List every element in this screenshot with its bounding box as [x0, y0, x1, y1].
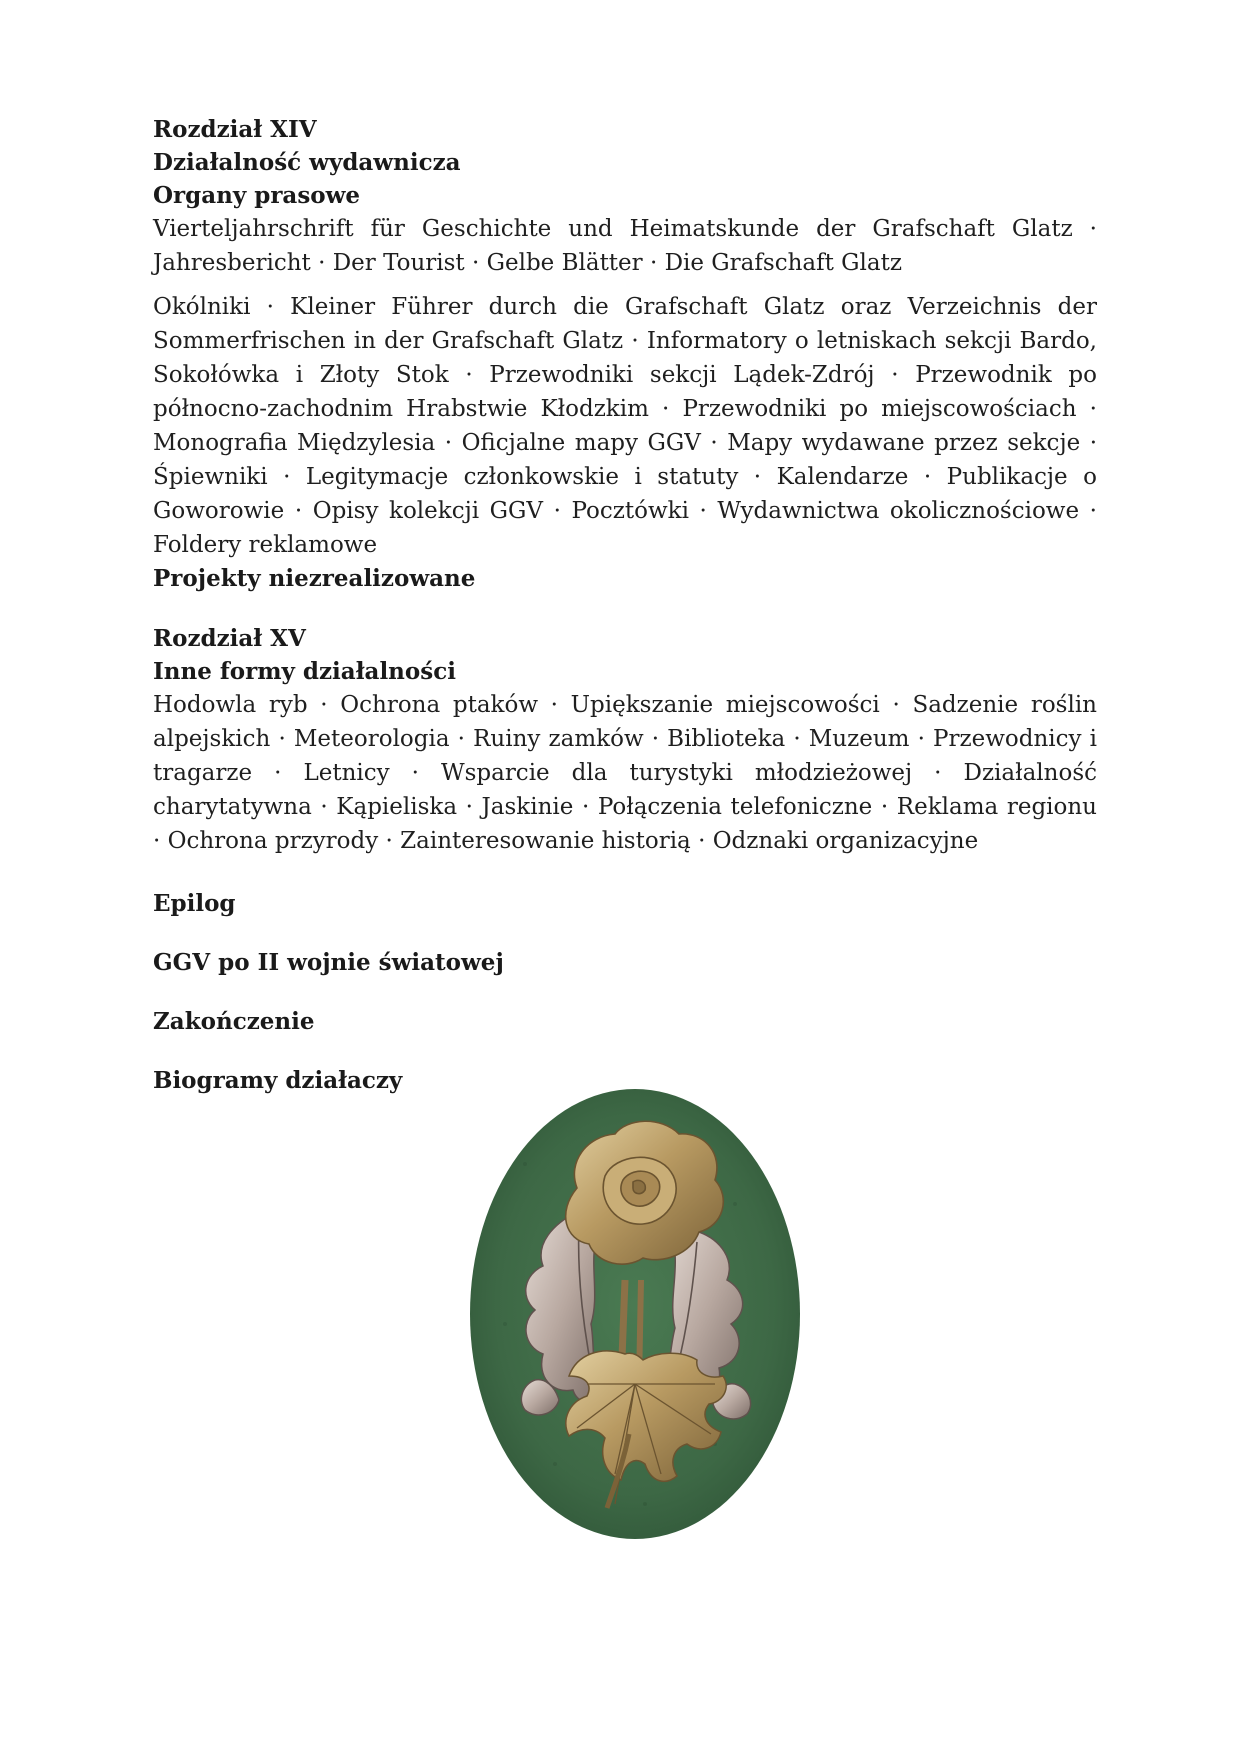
table-of-contents-page — [153, 113, 1097, 1097]
chapter-14-subtitle: Działalność wydawnicza — [153, 149, 461, 176]
rose-oak-leaf-badge-icon — [465, 1084, 805, 1544]
ending-heading: Zakończenie — [153, 1008, 315, 1035]
badge-photo — [465, 1084, 805, 1544]
chapter-14-title: Rozdział XIV — [153, 116, 317, 143]
section-press-organs-heading: Organy prasowe — [153, 182, 361, 209]
section-publications-text: Okólniki · Kleiner Führer durch die Grafschaft Glatz oraz Verzeichnis der Sommerfrischen in der Grafschaft Glatz · Informatory o letniskach sekcji Bardo, Sokołówka i Złoty Stok · Przewodniki sekcji Lądek-Zdrój · Przewodnik po północno-zachodnim Hrabstwie Kłodzkim · Przewodniki po miejscowościach · Monografia Międzylesia · Oficjalne mapy GGV · Mapy wydawane przez sekcje · Śpiewniki · Legitymacje członkowskie i statuty · Kalendarze · Publikacje o Goworowie · Opisy kolekcji GGV · Pocztówki · Wydawnictwa okolicznościowe · Foldery reklamowe — [153, 294, 1097, 558]
biographies-heading: Biogramy działaczy — [153, 1067, 403, 1094]
postwar-heading: GGV po II wojnie światowej — [153, 949, 504, 976]
chapter-15-text: Hodowla ryb · Ochrona ptaków · Upiększanie miejscowości · Sadzenie roślin alpejskich · Meteorologia · Ruiny zamków · Biblioteka · Muzeum · Przewodnicy i tragarze · Letnicy · Wsparcie dla turystyki młodzieżowej · Działalność charytatywna · Kąpieliska · Jaskinie · Połączenia telefoniczne · Reklama regionu · Ochrona przyrody · Zainteresowanie historią · Odznaki organizacyjne — [153, 692, 1097, 854]
chapter-15-title: Rozdział XV — [153, 625, 306, 652]
section-unrealized-projects-heading: Projekty niezrealizowane — [153, 565, 476, 592]
epilog-heading: Epilog — [153, 890, 236, 917]
chapter-15-subtitle: Inne formy działalności — [153, 658, 456, 685]
section-press-organs-text: Vierteljahrschrift für Geschichte und Heimatskunde der Grafschaft Glatz · Jahresbericht · Der Tourist · Gelbe Blätter · Die Grafschaft Glatz — [153, 216, 1097, 276]
